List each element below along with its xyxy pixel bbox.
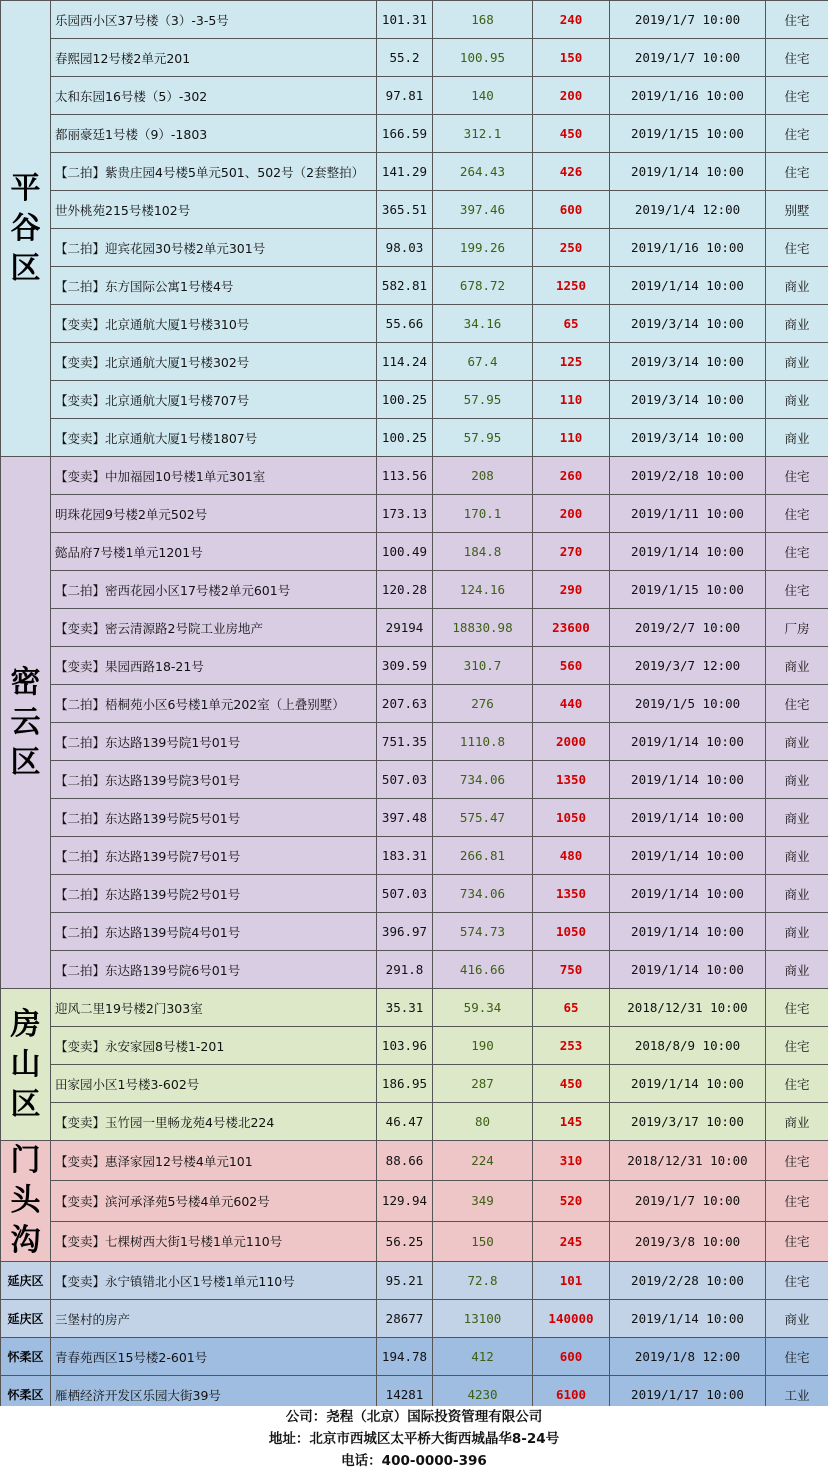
listing-name: 世外桃苑215号楼102号 bbox=[51, 191, 377, 229]
listing-reference-price: 65 bbox=[533, 305, 610, 343]
listing-name: 【二拍】东达路139号院2号01号 bbox=[51, 875, 377, 913]
table-row bbox=[1, 1065, 828, 1103]
listing-reference-price: 145 bbox=[533, 1103, 610, 1141]
listing-start-price: 734.06 bbox=[433, 875, 533, 913]
listing-date: 2019/2/7 10:00 bbox=[610, 609, 766, 647]
listing-type: 商业 bbox=[766, 1103, 828, 1141]
listing-reference-price: 426 bbox=[533, 153, 610, 191]
district-label: 密 云 区 bbox=[1, 457, 51, 989]
listing-start-price: 1110.8 bbox=[433, 723, 533, 761]
listing-reference-price: 520 bbox=[533, 1181, 610, 1221]
listing-area: 291.8 bbox=[377, 951, 433, 989]
listing-area: 309.59 bbox=[377, 647, 433, 685]
listing-start-price: 140 bbox=[433, 77, 533, 115]
listing-area: 129.94 bbox=[377, 1181, 433, 1221]
listing-area: 29194 bbox=[377, 609, 433, 647]
listing-start-price: 190 bbox=[433, 1027, 533, 1065]
listing-start-price: 276 bbox=[433, 685, 533, 723]
listing-name: 春熙园12号楼2单元201 bbox=[51, 39, 377, 77]
listing-type: 商业 bbox=[766, 799, 828, 837]
listing-type: 住宅 bbox=[766, 77, 828, 115]
listing-date: 2019/1/7 10:00 bbox=[610, 39, 766, 77]
listing-reference-price: 253 bbox=[533, 1027, 610, 1065]
listing-type: 商业 bbox=[766, 723, 828, 761]
listing-reference-price: 450 bbox=[533, 115, 610, 153]
listing-name: 【二拍】东达路139号院6号01号 bbox=[51, 951, 377, 989]
listing-area: 751.35 bbox=[377, 723, 433, 761]
listing-start-price: 349 bbox=[433, 1181, 533, 1221]
listing-date: 2019/1/15 10:00 bbox=[610, 571, 766, 609]
table-row bbox=[1, 191, 828, 229]
table-body bbox=[1, 1, 828, 1414]
table-row bbox=[1, 685, 828, 723]
listing-name: 【变卖】北京通航大厦1号楼310号 bbox=[51, 305, 377, 343]
listing-name: 【变卖】玉竹园一里畅龙苑4号楼北224 bbox=[51, 1103, 377, 1141]
listing-type: 商业 bbox=[766, 381, 828, 419]
listing-name: 懿品府7号楼1单元1201号 bbox=[51, 533, 377, 571]
table-row bbox=[1, 989, 828, 1027]
table-row bbox=[1, 1103, 828, 1141]
listing-area: 173.13 bbox=[377, 495, 433, 533]
table-row bbox=[1, 609, 828, 647]
table-row bbox=[1, 305, 828, 343]
listing-name: 太和东园16号楼（5）-302 bbox=[51, 77, 377, 115]
listing-type: 住宅 bbox=[766, 1338, 828, 1376]
listing-start-price: 170.1 bbox=[433, 495, 533, 533]
listing-area: 397.48 bbox=[377, 799, 433, 837]
listing-area: 396.97 bbox=[377, 913, 433, 951]
listing-date: 2019/1/14 10:00 bbox=[610, 153, 766, 191]
listing-reference-price: 240 bbox=[533, 1, 610, 39]
listing-date: 2019/3/17 10:00 bbox=[610, 1103, 766, 1141]
listing-area: 194.78 bbox=[377, 1338, 433, 1376]
listing-area: 114.24 bbox=[377, 343, 433, 381]
listing-type: 住宅 bbox=[766, 1027, 828, 1065]
listing-start-price: 100.95 bbox=[433, 39, 533, 77]
listing-date: 2019/2/28 10:00 bbox=[610, 1262, 766, 1300]
company-footer bbox=[0, 1406, 828, 1474]
listing-date: 2018/8/9 10:00 bbox=[610, 1027, 766, 1065]
table-row bbox=[1, 153, 828, 191]
listing-start-price: 80 bbox=[433, 1103, 533, 1141]
listing-area: 100.49 bbox=[377, 533, 433, 571]
table-row bbox=[1, 229, 828, 267]
listing-type: 住宅 bbox=[766, 1141, 828, 1181]
table-row bbox=[1, 1027, 828, 1065]
listing-date: 2019/3/7 12:00 bbox=[610, 647, 766, 685]
table-row bbox=[1, 837, 828, 875]
listing-area: 28677 bbox=[377, 1300, 433, 1338]
listing-name: 【二拍】梧桐苑小区6号楼1单元202室（上叠别墅） bbox=[51, 685, 377, 723]
district-label: 怀柔区 bbox=[1, 1338, 51, 1376]
listing-date: 2019/1/16 10:00 bbox=[610, 229, 766, 267]
listing-area: 55.66 bbox=[377, 305, 433, 343]
listing-start-price: 208 bbox=[433, 457, 533, 495]
table-row bbox=[1, 267, 828, 305]
listing-area: 141.29 bbox=[377, 153, 433, 191]
listing-reference-price: 600 bbox=[533, 1338, 610, 1376]
listing-reference-price: 150 bbox=[533, 39, 610, 77]
listing-type: 住宅 bbox=[766, 1181, 828, 1221]
listing-type: 住宅 bbox=[766, 39, 828, 77]
listing-name: 【二拍】东达路139号院4号01号 bbox=[51, 913, 377, 951]
table-row bbox=[1, 77, 828, 115]
listing-type: 商业 bbox=[766, 951, 828, 989]
listing-date: 2019/1/14 10:00 bbox=[610, 837, 766, 875]
listing-type: 商业 bbox=[766, 419, 828, 457]
listing-type: 住宅 bbox=[766, 1, 828, 39]
listing-name: 【二拍】东达路139号院1号01号 bbox=[51, 723, 377, 761]
table-row bbox=[1, 761, 828, 799]
listing-reference-price: 2000 bbox=[533, 723, 610, 761]
listing-type: 商业 bbox=[766, 761, 828, 799]
listing-start-price: 184.8 bbox=[433, 533, 533, 571]
table-row bbox=[1, 381, 828, 419]
listing-date: 2019/1/14 10:00 bbox=[610, 1300, 766, 1338]
listing-start-price: 59.34 bbox=[433, 989, 533, 1027]
listing-date: 2019/1/4 12:00 bbox=[610, 191, 766, 229]
listing-date: 2019/3/14 10:00 bbox=[610, 381, 766, 419]
listing-start-price: 574.73 bbox=[433, 913, 533, 951]
listing-name: 【二拍】东达路139号院3号01号 bbox=[51, 761, 377, 799]
listing-name: 【二拍】东达路139号院7号01号 bbox=[51, 837, 377, 875]
listing-area: 166.59 bbox=[377, 115, 433, 153]
table-row bbox=[1, 1338, 828, 1376]
listing-reference-price: 290 bbox=[533, 571, 610, 609]
listing-type: 工业 bbox=[766, 1376, 828, 1414]
listing-date: 2019/1/7 10:00 bbox=[610, 1181, 766, 1221]
listing-reference-price: 6100 bbox=[533, 1376, 610, 1414]
listing-date: 2018/12/31 10:00 bbox=[610, 989, 766, 1027]
listing-date: 2019/3/8 10:00 bbox=[610, 1221, 766, 1261]
listing-start-price: 734.06 bbox=[433, 761, 533, 799]
table-row bbox=[1, 571, 828, 609]
listing-start-price: 18830.98 bbox=[433, 609, 533, 647]
listing-start-price: 150 bbox=[433, 1221, 533, 1261]
listing-area: 507.03 bbox=[377, 875, 433, 913]
listing-reference-price: 65 bbox=[533, 989, 610, 1027]
listing-date: 2019/1/14 10:00 bbox=[610, 533, 766, 571]
listing-name: 【二拍】东达路139号院5号01号 bbox=[51, 799, 377, 837]
listing-type: 厂房 bbox=[766, 609, 828, 647]
listing-reference-price: 480 bbox=[533, 837, 610, 875]
company-phone: 电话：400-0000-396 bbox=[341, 1453, 487, 1469]
listing-date: 2019/1/8 12:00 bbox=[610, 1338, 766, 1376]
listing-date: 2019/1/7 10:00 bbox=[610, 1, 766, 39]
listing-type: 住宅 bbox=[766, 1065, 828, 1103]
listing-name: 【二拍】东方国际公寓1号楼4号 bbox=[51, 267, 377, 305]
listing-reference-price: 125 bbox=[533, 343, 610, 381]
listing-date: 2019/3/14 10:00 bbox=[610, 343, 766, 381]
listing-name: 【变卖】永安家园8号楼1-201 bbox=[51, 1027, 377, 1065]
listing-name: 【变卖】七棵树西大街1号楼1单元110号 bbox=[51, 1221, 377, 1261]
listing-name: 三堡村的房产 bbox=[51, 1300, 377, 1338]
listing-name: 【二拍】密西花园小区17号楼2单元601号 bbox=[51, 571, 377, 609]
listing-name: 【变卖】滨河承泽苑5号楼4单元602号 bbox=[51, 1181, 377, 1221]
listing-reference-price: 270 bbox=[533, 533, 610, 571]
table-row bbox=[1, 39, 828, 77]
listing-type: 住宅 bbox=[766, 457, 828, 495]
listing-date: 2019/1/14 10:00 bbox=[610, 875, 766, 913]
listing-reference-price: 440 bbox=[533, 685, 610, 723]
listing-area: 55.2 bbox=[377, 39, 433, 77]
listing-area: 183.31 bbox=[377, 837, 433, 875]
listing-date: 2019/1/14 10:00 bbox=[610, 1065, 766, 1103]
listing-area: 103.96 bbox=[377, 1027, 433, 1065]
listing-name: 都丽豪廷1号楼（9）-1803 bbox=[51, 115, 377, 153]
listing-reference-price: 23600 bbox=[533, 609, 610, 647]
listing-name: 【变卖】北京通航大厦1号楼707号 bbox=[51, 381, 377, 419]
listing-area: 582.81 bbox=[377, 267, 433, 305]
listing-area: 120.28 bbox=[377, 571, 433, 609]
listing-type: 商业 bbox=[766, 1300, 828, 1338]
listing-start-price: 678.72 bbox=[433, 267, 533, 305]
listing-reference-price: 200 bbox=[533, 495, 610, 533]
listing-reference-price: 450 bbox=[533, 1065, 610, 1103]
listing-reference-price: 310 bbox=[533, 1141, 610, 1181]
listing-start-price: 575.47 bbox=[433, 799, 533, 837]
listing-area: 207.63 bbox=[377, 685, 433, 723]
listing-name: 乐园西小区37号楼（3）-3-5号 bbox=[51, 1, 377, 39]
listing-name: 青春苑西区15号楼2-601号 bbox=[51, 1338, 377, 1376]
listing-start-price: 168 bbox=[433, 1, 533, 39]
listing-start-price: 287 bbox=[433, 1065, 533, 1103]
listing-start-price: 57.95 bbox=[433, 419, 533, 457]
listing-reference-price: 750 bbox=[533, 951, 610, 989]
listing-name: 迎风二里19号楼2门303室 bbox=[51, 989, 377, 1027]
district-label: 延庆区 bbox=[1, 1262, 51, 1300]
listing-date: 2019/1/15 10:00 bbox=[610, 115, 766, 153]
listing-date: 2019/1/17 10:00 bbox=[610, 1376, 766, 1414]
table-row bbox=[1, 115, 828, 153]
listing-date: 2019/3/14 10:00 bbox=[610, 419, 766, 457]
district-label: 房 山 区 bbox=[1, 989, 51, 1141]
listing-reference-price: 200 bbox=[533, 77, 610, 115]
listing-type: 住宅 bbox=[766, 685, 828, 723]
listing-date: 2019/1/14 10:00 bbox=[610, 267, 766, 305]
table-row bbox=[1, 951, 828, 989]
listing-area: 14281 bbox=[377, 1376, 433, 1414]
table-row bbox=[1, 1262, 828, 1300]
listing-date: 2019/1/11 10:00 bbox=[610, 495, 766, 533]
listing-reference-price: 600 bbox=[533, 191, 610, 229]
listing-start-price: 264.43 bbox=[433, 153, 533, 191]
listing-reference-price: 110 bbox=[533, 419, 610, 457]
table-row bbox=[1, 647, 828, 685]
table-row bbox=[1, 495, 828, 533]
listing-start-price: 416.66 bbox=[433, 951, 533, 989]
listing-type: 商业 bbox=[766, 837, 828, 875]
listing-reference-price: 245 bbox=[533, 1221, 610, 1261]
listing-name: 【二拍】紫贵庄园4号楼5单元501、502号（2套整拍） bbox=[51, 153, 377, 191]
listing-start-price: 312.1 bbox=[433, 115, 533, 153]
listing-start-price: 72.8 bbox=[433, 1262, 533, 1300]
listing-name: 田家园小区1号楼3-602号 bbox=[51, 1065, 377, 1103]
listing-date: 2019/1/14 10:00 bbox=[610, 799, 766, 837]
listing-name: 【变卖】果园西路18-21号 bbox=[51, 647, 377, 685]
listing-area: 365.51 bbox=[377, 191, 433, 229]
listing-type: 住宅 bbox=[766, 115, 828, 153]
listing-reference-price: 260 bbox=[533, 457, 610, 495]
table-row bbox=[1, 343, 828, 381]
table-row bbox=[1, 1181, 828, 1221]
listing-area: 507.03 bbox=[377, 761, 433, 799]
company-name: 公司：尧程（北京）国际投资管理有限公司 bbox=[285, 1409, 543, 1425]
listing-reference-price: 560 bbox=[533, 647, 610, 685]
table-row bbox=[1, 457, 828, 495]
listing-date: 2019/3/14 10:00 bbox=[610, 305, 766, 343]
listing-name: 【二拍】迎宾花园30号楼2单元301号 bbox=[51, 229, 377, 267]
listing-area: 88.66 bbox=[377, 1141, 433, 1181]
listing-type: 别墅 bbox=[766, 191, 828, 229]
listing-date: 2019/1/14 10:00 bbox=[610, 951, 766, 989]
listing-date: 2019/2/18 10:00 bbox=[610, 457, 766, 495]
listing-start-price: 266.81 bbox=[433, 837, 533, 875]
listing-area: 113.56 bbox=[377, 457, 433, 495]
district-label: 平 谷 区 bbox=[1, 1, 51, 457]
listing-name: 雁栖经济开发区乐园大街39号 bbox=[51, 1376, 377, 1414]
listing-area: 97.81 bbox=[377, 77, 433, 115]
listing-date: 2019/1/14 10:00 bbox=[610, 913, 766, 951]
listing-type: 住宅 bbox=[766, 1262, 828, 1300]
listing-area: 98.03 bbox=[377, 229, 433, 267]
table-row bbox=[1, 1, 828, 39]
table-row bbox=[1, 913, 828, 951]
listing-date: 2019/1/5 10:00 bbox=[610, 685, 766, 723]
listing-type: 商业 bbox=[766, 305, 828, 343]
listing-start-price: 57.95 bbox=[433, 381, 533, 419]
listing-name: 【变卖】北京通航大厦1号楼302号 bbox=[51, 343, 377, 381]
district-label: 门 头 沟 bbox=[1, 1141, 51, 1262]
listing-type: 住宅 bbox=[766, 571, 828, 609]
listing-start-price: 397.46 bbox=[433, 191, 533, 229]
listing-reference-price: 1350 bbox=[533, 875, 610, 913]
listing-start-price: 13100 bbox=[433, 1300, 533, 1338]
listing-start-price: 4230 bbox=[433, 1376, 533, 1414]
listing-type: 住宅 bbox=[766, 989, 828, 1027]
listing-name: 明珠花园9号楼2单元502号 bbox=[51, 495, 377, 533]
table-row bbox=[1, 1221, 828, 1261]
table-row bbox=[1, 723, 828, 761]
listing-reference-price: 1050 bbox=[533, 799, 610, 837]
listing-date: 2019/1/14 10:00 bbox=[610, 761, 766, 799]
listing-area: 101.31 bbox=[377, 1, 433, 39]
listing-date: 2019/1/14 10:00 bbox=[610, 723, 766, 761]
listing-start-price: 34.16 bbox=[433, 305, 533, 343]
listing-reference-price: 250 bbox=[533, 229, 610, 267]
listing-reference-price: 1350 bbox=[533, 761, 610, 799]
listing-area: 100.25 bbox=[377, 419, 433, 457]
listing-type: 住宅 bbox=[766, 229, 828, 267]
listing-reference-price: 110 bbox=[533, 381, 610, 419]
table-row bbox=[1, 799, 828, 837]
district-label: 怀柔区 bbox=[1, 1376, 51, 1414]
listing-type: 住宅 bbox=[766, 533, 828, 571]
listing-name: 【变卖】北京通航大厦1号楼1807号 bbox=[51, 419, 377, 457]
listing-start-price: 412 bbox=[433, 1338, 533, 1376]
listing-reference-price: 140000 bbox=[533, 1300, 610, 1338]
listing-type: 商业 bbox=[766, 913, 828, 951]
table-row bbox=[1, 1141, 828, 1181]
listing-start-price: 199.26 bbox=[433, 229, 533, 267]
listing-start-price: 124.16 bbox=[433, 571, 533, 609]
listing-name: 【变卖】永宁镇错北小区1号楼1单元110号 bbox=[51, 1262, 377, 1300]
listing-start-price: 67.4 bbox=[433, 343, 533, 381]
listing-name: 【变卖】中加福园10号楼1单元301室 bbox=[51, 457, 377, 495]
listing-reference-price: 101 bbox=[533, 1262, 610, 1300]
listing-type: 商业 bbox=[766, 647, 828, 685]
listing-area: 56.25 bbox=[377, 1221, 433, 1261]
listing-reference-price: 1250 bbox=[533, 267, 610, 305]
listing-area: 35.31 bbox=[377, 989, 433, 1027]
company-address: 地址：北京市西城区太平桥大街西城晶华8-24号 bbox=[268, 1431, 560, 1447]
table-row bbox=[1, 875, 828, 913]
listing-type: 商业 bbox=[766, 267, 828, 305]
listing-start-price: 224 bbox=[433, 1141, 533, 1181]
listing-area: 95.21 bbox=[377, 1262, 433, 1300]
listing-area: 186.95 bbox=[377, 1065, 433, 1103]
listing-area: 46.47 bbox=[377, 1103, 433, 1141]
listing-date: 2018/12/31 10:00 bbox=[610, 1141, 766, 1181]
listing-reference-price: 1050 bbox=[533, 913, 610, 951]
listing-type: 商业 bbox=[766, 875, 828, 913]
listing-name: 【变卖】密云清源路2号院工业房地产 bbox=[51, 609, 377, 647]
table-row bbox=[1, 1300, 828, 1338]
table-row bbox=[1, 419, 828, 457]
district-label: 延庆区 bbox=[1, 1300, 51, 1338]
listing-type: 商业 bbox=[766, 343, 828, 381]
listing-date: 2019/1/16 10:00 bbox=[610, 77, 766, 115]
table-row bbox=[1, 533, 828, 571]
listing-type: 住宅 bbox=[766, 495, 828, 533]
listing-type: 住宅 bbox=[766, 1221, 828, 1261]
listing-type: 住宅 bbox=[766, 153, 828, 191]
listing-start-price: 310.7 bbox=[433, 647, 533, 685]
listing-area: 100.25 bbox=[377, 381, 433, 419]
listing-name: 【变卖】惠泽家园12号楼4单元101 bbox=[51, 1141, 377, 1181]
